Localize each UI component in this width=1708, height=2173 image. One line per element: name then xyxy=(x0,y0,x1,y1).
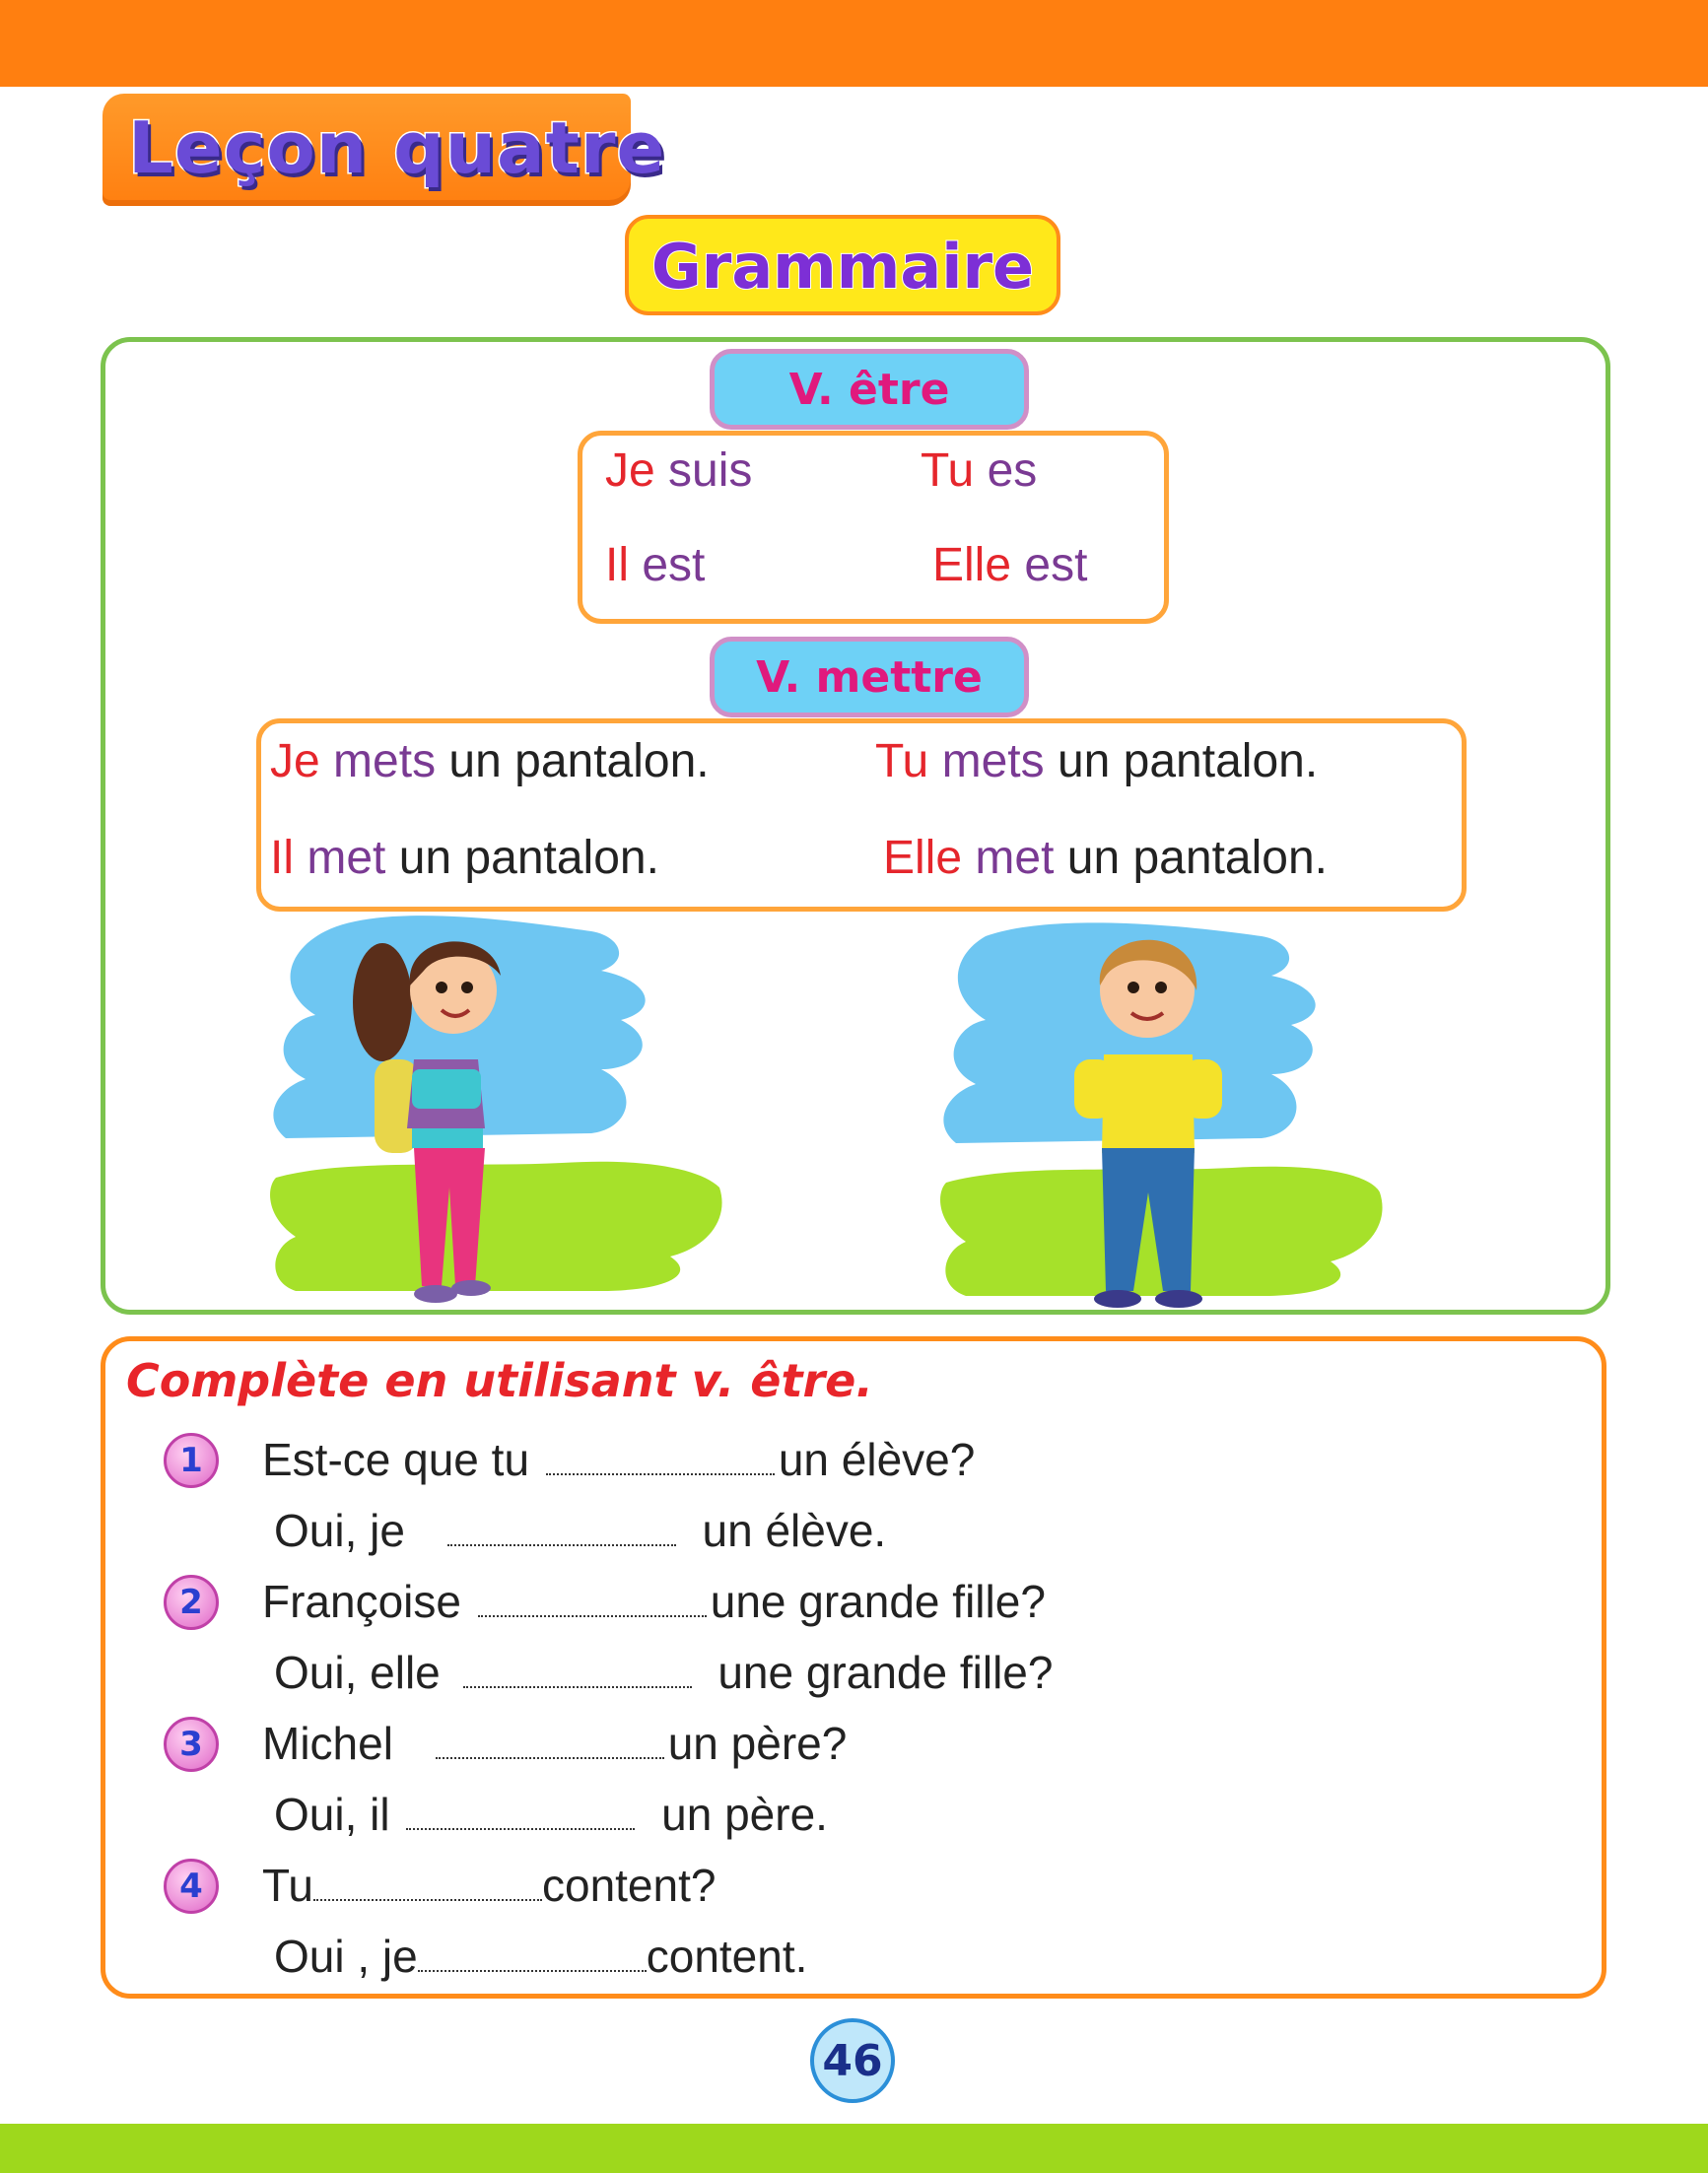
verb-form: est xyxy=(642,539,706,591)
answer-blank[interactable] xyxy=(418,1962,647,1972)
lesson-title: Leçon quatre xyxy=(128,106,666,189)
verb-mettre-title: V. mettre xyxy=(756,652,983,703)
item-number-badge: 2 xyxy=(164,1575,219,1630)
pronoun: Elle xyxy=(932,539,1012,591)
exercise-answer: Oui, je un élève. xyxy=(274,1505,887,1556)
pronoun: Il xyxy=(605,539,629,591)
pronoun: Tu xyxy=(875,735,929,787)
exercise-answer: Oui , je content. xyxy=(274,1931,808,1982)
verb-form: es xyxy=(987,444,1038,497)
mettre-form-je xyxy=(270,734,710,788)
verb-form: met xyxy=(307,832,386,884)
verb-form: est xyxy=(1024,539,1088,591)
verb-form: mets xyxy=(333,735,437,787)
exercise-question: Michel un père? xyxy=(262,1718,848,1769)
complement: un pantalon. xyxy=(398,832,659,884)
boy-illustration xyxy=(936,897,1390,1311)
verb-etre-title: V. être xyxy=(788,365,950,415)
answer-blank[interactable] xyxy=(463,1678,692,1688)
mettre-form-il xyxy=(270,831,659,885)
answer-blank[interactable] xyxy=(436,1749,664,1759)
complement: un pantalon. xyxy=(1057,735,1319,787)
exercise-question: Est-ce que tu un élève? xyxy=(262,1434,976,1485)
mettre-form-tu xyxy=(875,734,1318,788)
pronoun: Elle xyxy=(883,832,963,884)
verb-form: met xyxy=(975,832,1055,884)
etre-form-je xyxy=(605,443,752,498)
verb-form: suis xyxy=(668,444,753,497)
etre-form-il xyxy=(605,538,705,592)
item-number-badge: 1 xyxy=(164,1433,219,1488)
mettre-form-elle xyxy=(883,831,1328,885)
pronoun: Je xyxy=(270,735,320,787)
section-title: Grammaire xyxy=(650,231,1035,303)
answer-blank[interactable] xyxy=(478,1607,707,1617)
exercise-question: Tu content? xyxy=(262,1860,717,1911)
girl-illustration xyxy=(266,892,729,1306)
etre-form-elle xyxy=(932,538,1087,592)
pronoun: Je xyxy=(605,444,655,497)
item-number-badge: 3 xyxy=(164,1717,219,1772)
item-number-badge: 4 xyxy=(164,1859,219,1914)
answer-blank[interactable] xyxy=(447,1536,676,1546)
top-color-bar xyxy=(0,0,1708,87)
exercise-answer: Oui, il un père. xyxy=(274,1789,828,1840)
bottom-color-bar xyxy=(0,2124,1708,2173)
verb-form: mets xyxy=(941,735,1045,787)
exercise-answer: Oui, elle une grande fille? xyxy=(274,1647,1054,1698)
page-number: 46 xyxy=(810,2018,895,2103)
exercise-question: Françoise une grande fille? xyxy=(262,1576,1046,1627)
exercise-instruction: Complète en utilisant v. être. xyxy=(126,1354,873,1407)
answer-blank[interactable] xyxy=(406,1820,635,1830)
answer-blank[interactable] xyxy=(546,1465,775,1475)
complement: un pantalon. xyxy=(448,735,710,787)
pronoun: Il xyxy=(270,832,294,884)
complement: un pantalon. xyxy=(1066,832,1328,884)
etre-form-tu xyxy=(921,443,1037,498)
pronoun: Tu xyxy=(921,444,975,497)
answer-blank[interactable] xyxy=(313,1891,542,1901)
